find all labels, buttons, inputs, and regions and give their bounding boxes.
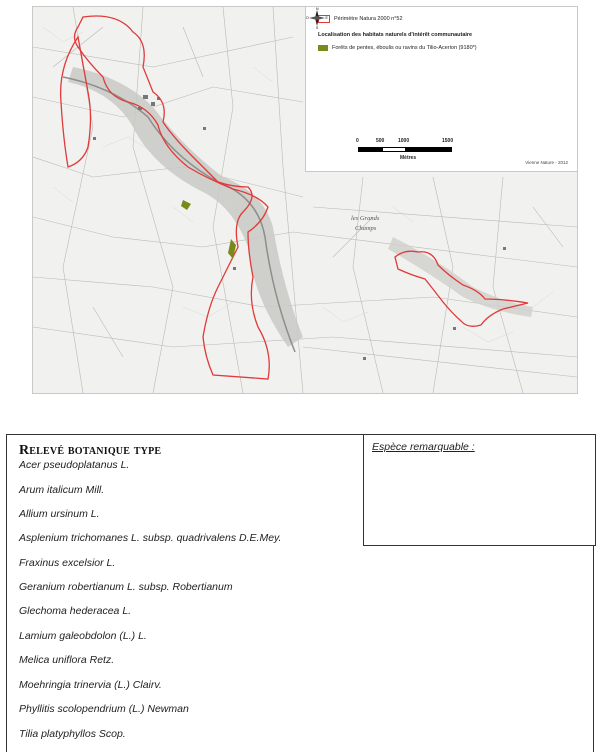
species-item: Geranium robertianum L. subsp. Robertianum bbox=[19, 581, 233, 593]
scale-tick: 0 bbox=[356, 138, 359, 144]
compass-letter: O bbox=[306, 16, 309, 20]
compass-letter: N bbox=[316, 7, 319, 11]
species-item: Allium ursinum L. bbox=[19, 508, 100, 520]
compass-letter: E bbox=[325, 16, 328, 20]
species-item: Melica uniflora Retz. bbox=[19, 654, 115, 666]
map-credit: Vienne Nature - 2012 bbox=[525, 160, 568, 165]
scale-unit: Mètres bbox=[400, 155, 417, 161]
compass-rose-icon bbox=[306, 7, 328, 29]
species-item: Acer pseudoplatanus L. bbox=[19, 459, 130, 471]
species-item: Moehringia trinervia (L.) Clairv. bbox=[19, 679, 162, 691]
species-item: Asplenium trichomanes L. subsp. quadrivalens D.E.Mey. bbox=[19, 532, 282, 544]
remarkable-species-label: Espèce remarquable : bbox=[372, 441, 475, 453]
species-item: Lamium galeobdolon (L.) L. bbox=[19, 630, 147, 642]
scale-bar bbox=[356, 138, 454, 161]
species-item: Fraxinus excelsior L. bbox=[19, 557, 116, 569]
scale-tick: 500 bbox=[376, 138, 385, 144]
species-item: Glechoma hederacea L. bbox=[19, 605, 132, 617]
habitat-swatch-icon bbox=[318, 45, 328, 51]
town-label: les Grands bbox=[351, 215, 380, 222]
habitat-map bbox=[32, 6, 578, 394]
map-legend bbox=[305, 7, 578, 172]
species-item: Tilia platyphyllos Scop. bbox=[19, 728, 126, 740]
town-label: Champs bbox=[355, 225, 377, 232]
species-item: Arum italicum Mill. bbox=[19, 484, 105, 496]
legend-title: Localisation des habitats naturels d'intérêt communautaire bbox=[318, 32, 473, 38]
scale-tick: 1000 bbox=[398, 138, 410, 144]
species-item: Phyllitis scolopendrium (L.) Newman bbox=[19, 703, 189, 715]
legend-perimeter-label: Périmètre Natura 2000 n°52 bbox=[334, 16, 403, 22]
remarkable-species-box bbox=[363, 434, 596, 546]
compass-letter: S bbox=[316, 26, 319, 29]
releve-box bbox=[6, 434, 594, 752]
legend-habitat-label: Forêts de pentes, éboulis ou ravins du Tilio-Acerion (9180*) bbox=[332, 45, 477, 51]
legend-perimeter bbox=[318, 15, 403, 23]
scale-tick: 1500 bbox=[442, 138, 454, 144]
legend-habitat bbox=[318, 45, 477, 51]
releve-title: Relevé botanique type bbox=[19, 443, 162, 458]
